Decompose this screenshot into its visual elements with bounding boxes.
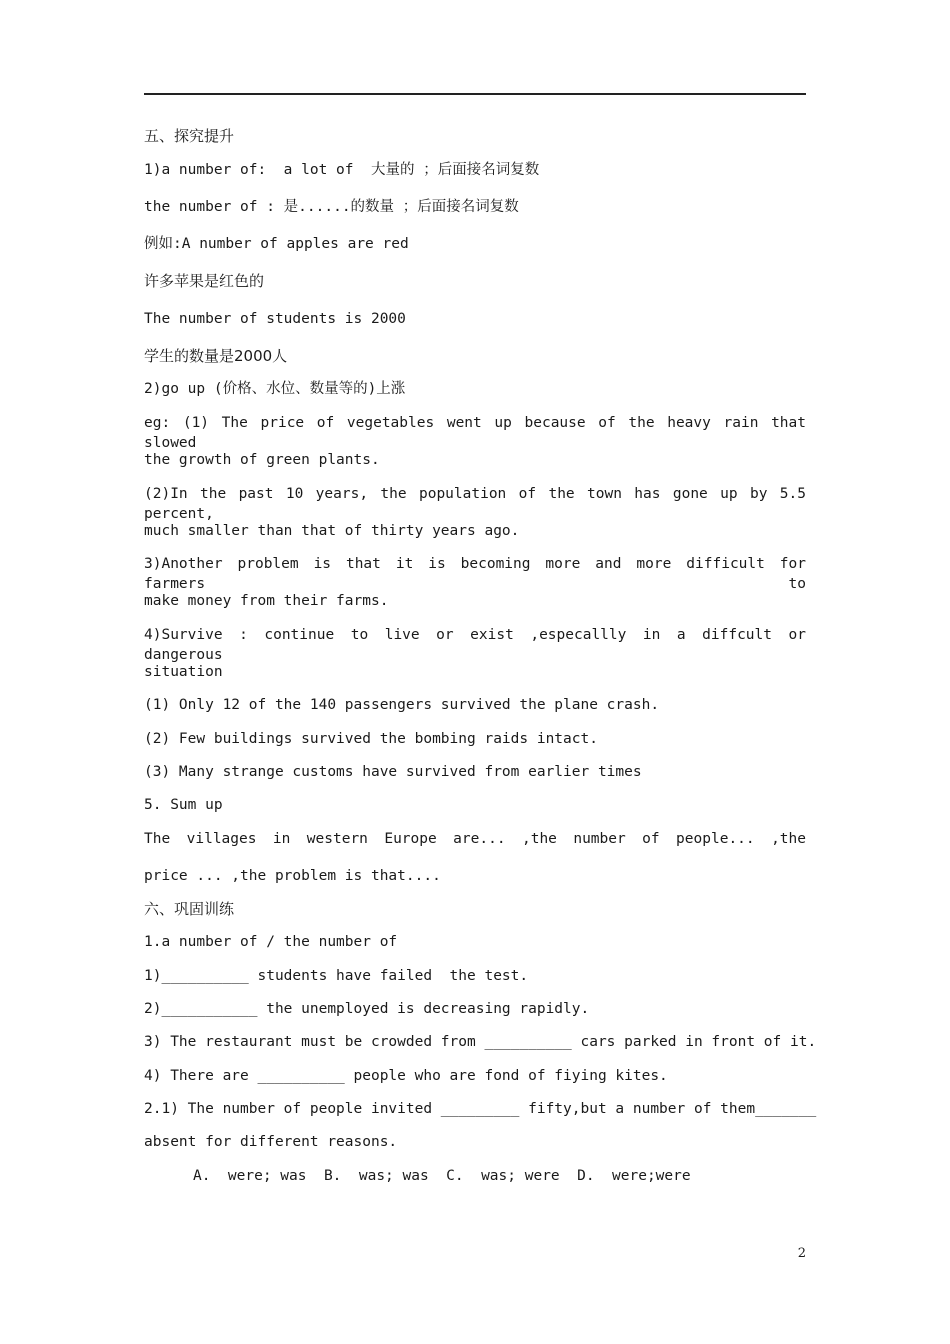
text-line: 2)go up (价格、水位、数量等的)上涨 [144, 381, 406, 397]
text-line: situation [144, 664, 223, 680]
text-line: the growth of green plants. [144, 452, 380, 468]
text-line: (2) Few buildings survived the bombing raids intact. [144, 731, 598, 747]
exercise-line: 4) There are __________ people who are fond of fiying kites. [144, 1068, 668, 1084]
text-line: The villages in western Europe are... ,the number of people... ,the [144, 831, 806, 847]
text-line: (2)In the past 10 years, the population of the town has gone up by 5.5 percent, [144, 486, 806, 522]
text-line: price ... ,the problem is that.... [144, 868, 441, 884]
exercise-line: 2)___________ the unemployed is decreasing rapidly. [144, 1001, 590, 1017]
text-line: (1) Only 12 of the 140 passengers survived the plane crash. [144, 697, 660, 713]
text-line: 3)Another problem is that it is becoming more and more difficult for farmers to [144, 556, 806, 592]
text-line: 学生的数量是2000人 [144, 347, 288, 365]
text-line: 5. Sum up [144, 797, 223, 813]
header-rule [144, 93, 806, 95]
text-line: much smaller than that of thirty years ago. [144, 523, 520, 539]
exercise-line: 2.1) The number of people invited _________ fifty,but a number of them_______ [144, 1101, 817, 1117]
text-line: 4)Survive : continue to live or exist ,especallly in a diffcult or dangerous [144, 627, 806, 663]
section-heading-6: 六、巩固训练 [144, 900, 235, 918]
text-line: the number of : 是......的数量 ；后面接名词复数 [144, 199, 519, 215]
answer-options: A. were; was B. was; was C. was; were D. were;were [193, 1168, 691, 1184]
exercise-line: absent for different reasons. [144, 1134, 398, 1150]
text-line: 例如:A number of apples are red [144, 236, 409, 252]
section-heading-5: 五、探究提升 [144, 127, 235, 145]
text-line: 1.a number of / the number of [144, 934, 398, 950]
text-line: 1)a number of: a lot of 大量的 ；后面接名词复数 [144, 162, 540, 178]
text-line: (3) Many strange customs have survived from earlier times [144, 764, 642, 780]
page-number: 2 [797, 1246, 806, 1261]
text-line: The number of students is 2000 [144, 311, 406, 327]
exercise-line: 3) The restaurant must be crowded from __________ cars parked in front of it. [144, 1034, 817, 1050]
exercise-line: 1)__________ students have failed the test. [144, 968, 529, 984]
text-line: 许多苹果是红色的 [144, 272, 265, 290]
text-line: eg: (1) The price of vegetables went up because of the heavy rain that slowed [144, 415, 806, 451]
text-line: make money from their farms. [144, 593, 389, 609]
